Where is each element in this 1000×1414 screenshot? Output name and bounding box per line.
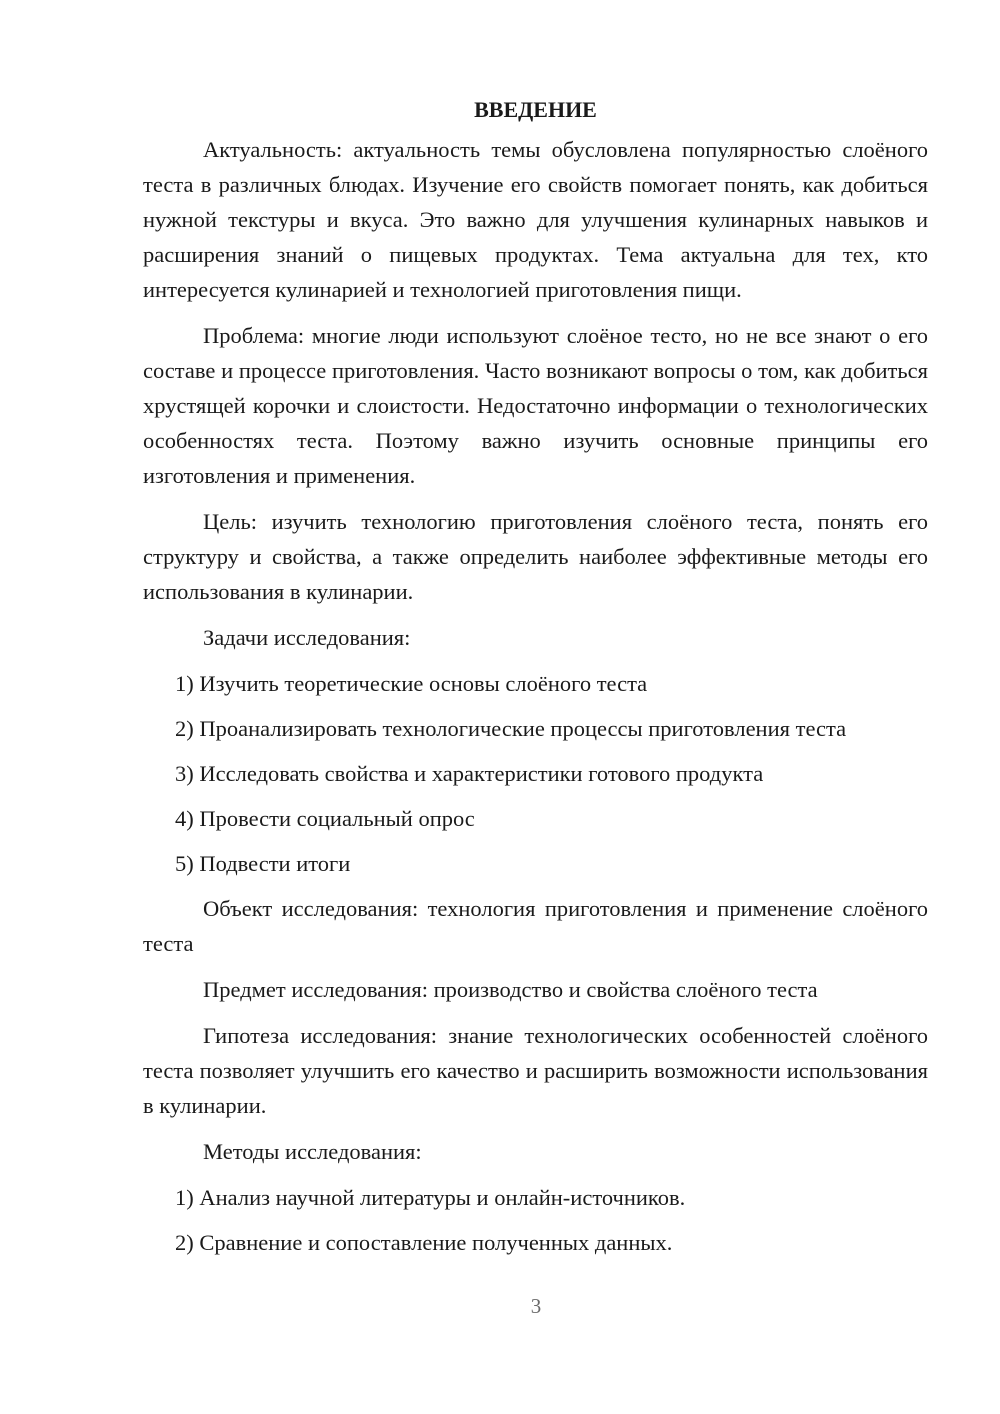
tasks-list: [143, 666, 928, 881]
list-item: 2) Проанализировать технологические процессы приготовления теста: [175, 716, 847, 741]
hypothesis-paragraph: Гипотеза исследования: знание технологических особенностей слоёного теста позволяет улучшить его качество и расширить возможности использования в кулинарии.: [143, 1023, 928, 1118]
list-item: 1) Анализ научной литературы и онлайн-источников.: [175, 1185, 686, 1210]
page-number: 3: [530, 1294, 542, 1318]
list-item: 4) Провести социальный опрос: [175, 806, 475, 831]
page-content: [143, 92, 928, 1270]
problem-paragraph: Проблема: многие люди используют слоёное тесто, но не все знают о его составе и процессе приготовления. Часто возникают вопросы о том, как добиться хрустящей корочки и слоистости. Недостаточно информации о технологических особенностях теста. Поэтому важно изучить основные принципы его изготовления и применения.: [143, 323, 928, 488]
tasks-title: Задачи исследования:: [203, 625, 411, 650]
goal-paragraph: Цель: изучить технологию приготовления слоёного теста, понять его структуру и свойства, а также определить наиболее эффективные методы его использования в кулинарии.: [143, 509, 928, 604]
methods-title: Методы исследования:: [203, 1139, 422, 1164]
section-heading: ВВЕДЕНИЕ: [474, 97, 597, 122]
list-item: 1) Изучить теоретические основы слоёного теста: [175, 671, 648, 696]
methods-list: [143, 1180, 928, 1260]
list-item: 3) Исследовать свойства и характеристики готового продукта: [175, 761, 764, 786]
relevance-paragraph: Актуальность: актуальность темы обусловлена популярностью слоёного теста в различных блюдах. Изучение его свойств помогает понять, как добиться нужной текстуры и вкуса. Это важно для улучшения кулинарных навыков и расширения знаний о пищевых продуктах. Тема актуальна для тех, кто интересуется кулинарией и технологией приготовления пищи.: [143, 137, 928, 302]
subject-paragraph: Предмет исследования: производство и свойства слоёного теста: [203, 977, 818, 1002]
list-item: 2) Сравнение и сопоставление полученных данных.: [175, 1230, 673, 1255]
object-paragraph: Объект исследования: технология приготовления и применение слоёного теста: [143, 896, 928, 956]
list-item: 5) Подвести итоги: [175, 851, 351, 876]
